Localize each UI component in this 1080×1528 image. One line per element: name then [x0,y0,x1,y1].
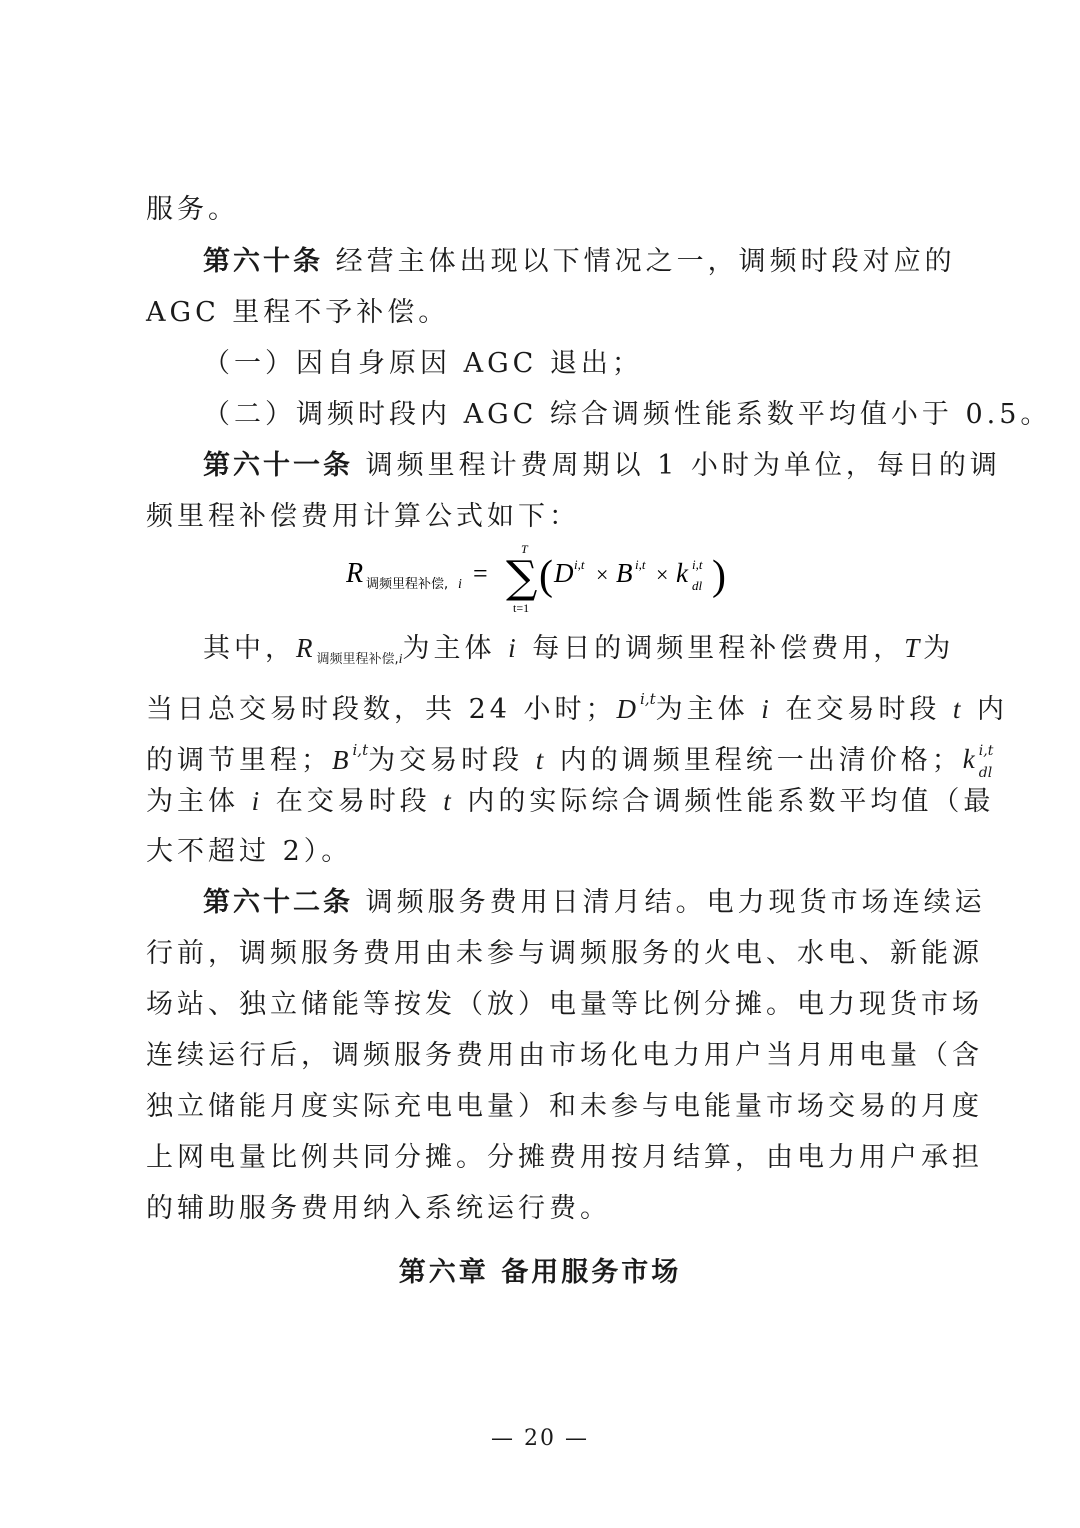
var-B: B [332,745,353,775]
article-61-line-2 [146,497,946,537]
var-D-sup: i,t [640,690,656,708]
text-span: 在交易时段 [275,786,431,817]
text-line [146,190,946,230]
explain-line-2 [146,679,1009,730]
text-span: 为交易时段 [368,745,524,776]
article-62-line-3 [146,985,983,1025]
explain-line-3 [146,730,994,781]
formula-B: B [616,558,633,588]
var-T: T [904,633,924,663]
text-span: 每日的调频里程补偿费用， [532,633,905,664]
formula-left-paren: ( [539,553,553,599]
article-60-line-2 [146,293,946,333]
text-span: AGC 里程不予补偿。 [146,297,450,328]
text-span: 频里程补偿费用计算公式如下： [146,501,580,532]
article-61-heading: 第六十一条 [203,450,353,481]
article-61-line-1 [203,446,1003,486]
page-number: — 20 — [491,1426,589,1451]
formula-right-paren: ) [712,553,726,599]
var-R-subscript: 调频里程补偿, [316,652,399,667]
article-62-line-2 [146,934,983,974]
var-t: t [443,786,455,816]
formula-times-1: × [596,562,609,587]
chapter-heading: 第六章 备用服务市场 [398,1257,682,1288]
formula-sum-lower: t=1 [513,601,530,615]
article-62-line-6 [146,1138,983,1178]
text-span: 内 [977,694,1009,725]
text-span: 调频里程计费周期以 1 小时为单位，每日的调 [365,450,1001,481]
formula-R: R [346,558,364,589]
var-i: i [761,694,773,724]
article-62-heading: 第六十二条 [203,887,353,918]
article-62-line-1 [203,883,1003,923]
article-60-item-2 [203,395,1052,435]
var-t: t [535,745,548,775]
text-span: 的调节里程； [146,745,332,776]
explain-line-4 [146,781,995,822]
explain-line-1 [203,628,1003,680]
var-k-sub: dl [978,765,993,781]
var-R: R [296,633,317,663]
var-i: i [251,786,264,816]
var-R-subscript-i: i [398,652,403,667]
var-D: D [616,694,641,724]
text-span: 行前，调频服务费用由未参与调频服务的火电、水电、新能源 [146,938,983,969]
formula-R-subscript-i: i [458,577,462,592]
text-span: （一）因自身原因 AGC 退出； [203,348,643,379]
var-k-dl [962,743,997,781]
text-span: 的辅助服务费用纳入系统运行费。 [146,1193,611,1224]
text-span: 连续运行后，调频服务费用由市场化电力用户当月用电量（含 [146,1040,983,1071]
formula-sum-upper: T [521,542,528,556]
text-span: 为主体 [146,786,239,817]
formula-equals: = [473,559,488,588]
text-span: 上网电量比例共同分摊。分摊费用按月结算，由电力用户承担 [146,1142,983,1173]
text-span: 调频服务费用日清月结。电力现货市场连续运 [365,887,986,918]
text-span: 在交易时段 [785,694,941,725]
text-span: （二）调频时段内 AGC 综合调频性能系数平均值小于 0.5。 [203,399,1052,430]
article-60-heading: 第六十条 [203,246,323,277]
text-span: 内的实际综合调频性能系数平均值（最 [467,786,995,817]
text-span: 为 [923,633,955,664]
text-span: 大不超过 2）。 [146,836,353,867]
article-62-line-4 [146,1036,983,1076]
text-span: 为主体 [402,633,496,664]
article-60-line-1 [203,242,1003,282]
formula-k-sub: dl [692,578,703,593]
explain-line-5 [146,832,946,872]
text-span: 经营主体出现以下情况之一，调频时段对应的 [335,246,956,277]
text-span: 为主体 [655,694,749,725]
var-k-sup: i,t [978,743,994,759]
article-62-line-5 [146,1087,983,1127]
formula-k-sup: i,t [692,557,703,572]
text-span: 场站、独立储能等按发（放）电量等比例分摊。电力现货市场 [146,989,983,1020]
formula-D-sup: i,t [574,557,585,572]
formula-k: k [676,558,688,588]
var-t: t [952,694,965,724]
text-span: 当日总交易时段数，共 24 小时； [146,694,617,725]
formula-R-subscript: 调频里程补偿, [366,577,449,592]
formula-B-sup: i,t [635,557,646,572]
compensation-formula [346,542,746,618]
text-span: 内的调频里程统一出清价格； [559,745,963,776]
formula-D: D [554,558,574,588]
var-B-sup: i,t [352,741,369,759]
var-k: k [962,744,979,774]
article-60-item-1 [203,344,1003,384]
formula-times-2: × [656,562,669,587]
var-i: i [508,633,520,663]
article-62-line-7 [146,1189,946,1229]
text-span: 其中， [203,633,296,664]
text-span: 独立储能月度实际充电电量）和未参与电能量市场交易的月度 [146,1091,983,1122]
text-span: 服务。 [146,194,239,225]
formula-sigma: ∑ [506,552,538,603]
